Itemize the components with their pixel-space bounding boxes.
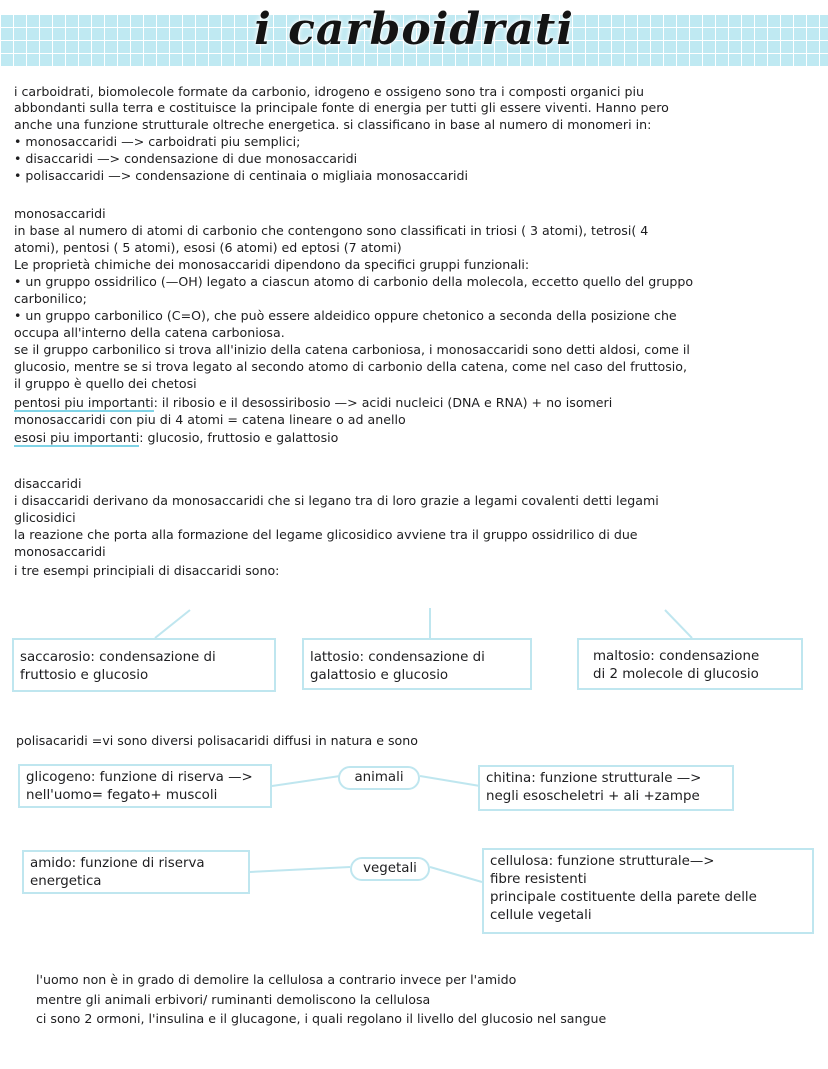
connector-cellulosa: [430, 867, 482, 882]
animali-pill: animali: [338, 766, 420, 790]
connector-chitina: [420, 776, 480, 786]
mono-line: glucosio, mentre se si trova legato al secondo atomo di carbonio della catena, come nel caso del fruttosio,: [14, 359, 688, 374]
intro-line-2: abbondanti sulla terra e costituisce la principale fonte di energia per tutti gli essere viventi. Hanno pero: [14, 100, 669, 115]
disa-heading: disaccaridi: [14, 476, 82, 491]
mono-line: il gruppo è quello dei chetosi: [14, 376, 197, 391]
glicogeno-box: glicogeno: funzione di riserva —> nell'uomo= fegato+ muscoli: [18, 764, 272, 808]
disa-line: glicosidici: [14, 510, 76, 525]
intro-line-1: i carboidrati, biomolecole formate da carbonio, idrogeno e ossigeno sono tra i composti organici piu: [14, 84, 645, 99]
saccarosio-box: saccarosio: condensazione di fruttosio e glucosio: [12, 638, 276, 692]
esosi-label: esosi piu importanti: [14, 430, 140, 445]
connector-glicogeno: [272, 776, 340, 786]
mono-line: se il gruppo carbonilico si trova all'inizio della catena carboniosa, i monosaccaridi sono detti aldosi, come il: [14, 342, 690, 357]
closing-line-1: l'uomo non è in grado di demolire la cellulosa a contrario invece per l'amido: [36, 972, 517, 987]
intro-line-3: anche una funzione strutturale oltreche energetica. si classificano in base al numero di monomeri in:: [14, 117, 652, 132]
intro-bullet-poli: • polisaccaridi —> condensazione di centinaia o migliaia monosaccaridi: [14, 168, 469, 183]
mono-line: • un gruppo carbonilico (C=O), che può essere aldeidico oppure chetonico a seconda della posizione che: [14, 308, 677, 323]
pentosi-label: pentosi piu importanti: [14, 395, 154, 410]
anello-line: monosaccaridi con piu di 4 atomi = catena lineare o ad anello: [14, 412, 406, 427]
disa-line: monosaccaridi: [14, 544, 106, 559]
disa-line: i tre esempi principiali di disaccaridi sono:: [14, 563, 280, 578]
disa-line: i disaccaridi derivano da monosaccaridi che si legano tra di loro grazie a legami covalenti detti legami: [14, 493, 659, 508]
poli-intro: polisacaridi =vi sono diversi polisacaridi diffusi in natura e sono: [16, 733, 418, 748]
pentosi-text: : il ribosio e il desossiribosio —> acidi nucleici (DNA e RNA) + no isomeri: [153, 395, 613, 410]
connector-maltosio: [665, 610, 692, 638]
mono-line: atomi), pentosi ( 5 atomi), esosi (6 atomi) ed eptosi (7 atomi): [14, 240, 402, 255]
mono-line: carbonilico;: [14, 291, 87, 306]
connector-saccarosio: [155, 610, 190, 638]
page-title: i carboidrati: [254, 4, 574, 55]
mono-line: Le proprietà chimiche dei monosaccaridi dipendono da specifici gruppi funzionali:: [14, 257, 530, 272]
esosi-text: : glucosio, fruttosio e galattosio: [139, 430, 339, 445]
amido-box: amido: funzione di riserva energetica: [22, 850, 250, 894]
maltosio-box: maltosio: condensazione di 2 molecole di glucosio: [577, 638, 803, 690]
mono-heading: monosaccaridi: [14, 206, 106, 221]
intro-bullet-di: • disaccaridi —> condensazione di due monosaccaridi: [14, 151, 358, 166]
mono-line: in base al numero di atomi di carbonio che contengono sono classificati in triosi ( 3 atomi), tetrosi( 4: [14, 223, 649, 238]
closing-line-2: mentre gli animali erbivori/ ruminanti demoliscono la cellulosa: [36, 992, 431, 1007]
mono-line: • un gruppo ossidrilico (—OH) legato a ciascun atomo di carbonio della molecola, eccetto quello del gruppo: [14, 274, 694, 289]
mono-line: occupa all'interno della catena carboniosa.: [14, 325, 285, 340]
chitina-box: chitina: funzione strutturale —> negli esoscheletri + ali +zampe: [478, 765, 734, 811]
connector-amido: [250, 867, 350, 872]
closing-line-3: ci sono 2 ormoni, l'insulina e il glucagone, i quali regolano il livello del glucosio nel sangue: [36, 1011, 607, 1026]
disa-line: la reazione che porta alla formazione del legame glicosidico avviene tra il gruppo ossidrilico di due: [14, 527, 638, 542]
vegetali-pill: vegetali: [350, 857, 430, 881]
intro-bullet-mono: • monosaccaridi —> carboidrati piu semplici;: [14, 134, 301, 149]
cellulosa-box: cellulosa: funzione strutturale—> fibre resistenti principale costituente della parete delle cellule vegetali: [482, 848, 814, 934]
lattosio-box: lattosio: condensazione di galattosio e glucosio: [302, 638, 532, 690]
